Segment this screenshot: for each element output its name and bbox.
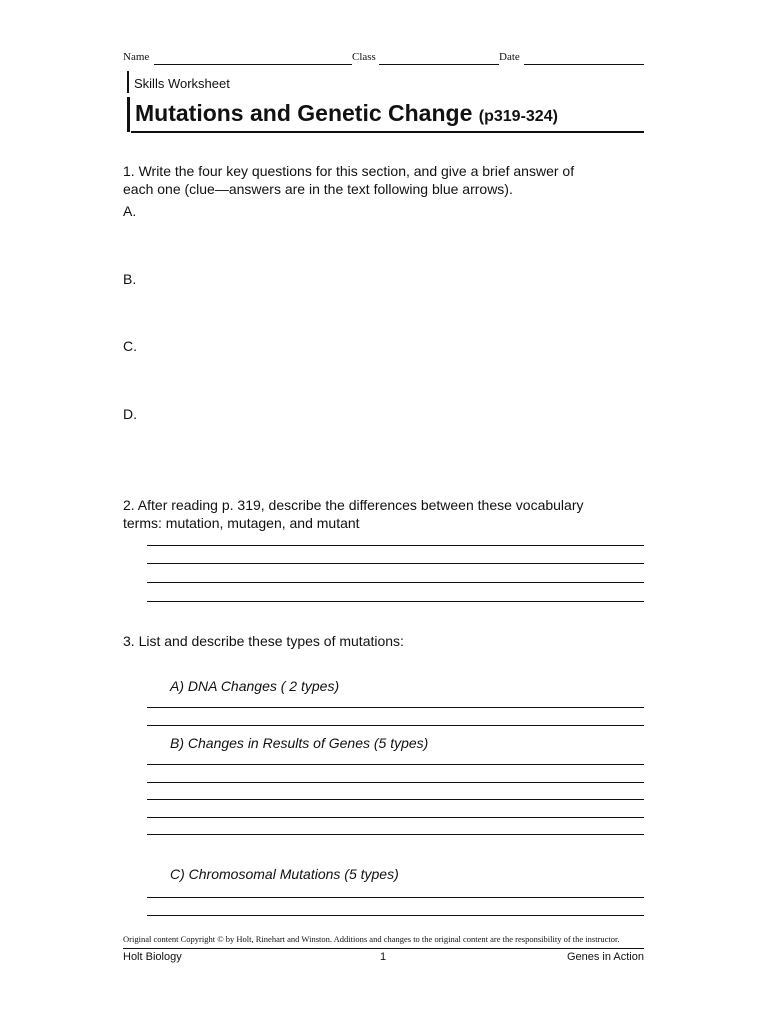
answer-line[interactable] <box>147 601 644 602</box>
answer-b-label: B. <box>123 271 137 287</box>
answer-line[interactable] <box>147 799 644 800</box>
name-label: Name <box>123 51 150 63</box>
date-field[interactable] <box>524 64 644 65</box>
answer-line[interactable] <box>147 817 644 818</box>
title-rule <box>131 131 644 133</box>
footer-page-number: 1 <box>380 951 387 963</box>
page-title <box>135 100 558 127</box>
answer-c-label: C. <box>123 338 137 354</box>
answer-line[interactable] <box>147 782 644 783</box>
footer-chapter: Genes in Action <box>566 951 644 963</box>
answer-line[interactable] <box>147 725 644 726</box>
part-c-label: C) Chromosomal Mutations (5 types) <box>170 866 399 882</box>
section-type-bar <box>127 71 129 93</box>
answer-line[interactable] <box>147 915 644 916</box>
footer-rule <box>123 948 644 949</box>
answer-line[interactable] <box>147 582 644 583</box>
answer-line[interactable] <box>147 834 644 835</box>
answer-line[interactable] <box>147 764 644 765</box>
answer-line[interactable] <box>147 707 644 708</box>
question-3-text: 3. List and describe these types of mutations: <box>123 633 404 649</box>
answer-line[interactable] <box>147 897 644 898</box>
question-1-line-1: 1. Write the four key questions for this section, and give a brief answer of <box>123 163 575 179</box>
question-1-line-2: each one (clue—answers are in the text following blue arrows). <box>123 181 513 197</box>
section-type-label: Skills Worksheet <box>134 76 230 91</box>
footer-book: Holt Biology <box>123 951 182 963</box>
part-b-label: B) Changes in Results of Genes (5 types) <box>170 735 429 751</box>
answer-d-label: D. <box>123 406 137 422</box>
title-bar <box>127 97 130 132</box>
question-2-line-2: terms: mutation, mutagen, and mutant <box>123 515 360 531</box>
class-label: Class <box>352 51 376 63</box>
class-field[interactable] <box>379 64 499 65</box>
copyright-notice: Original content Copyright © by Holt, Rinehart and Winston. Additions and changes to the original content are the responsibility of the instructor. <box>123 934 620 944</box>
part-a-label: A) DNA Changes ( 2 types) <box>170 678 340 694</box>
question-2-line-1: 2. After reading p. 319, describe the differences between these vocabulary <box>123 497 584 513</box>
answer-a-label: A. <box>123 203 137 219</box>
student-info-row <box>123 51 644 67</box>
answer-line[interactable] <box>147 545 644 546</box>
name-field[interactable] <box>154 64 352 65</box>
date-label: Date <box>499 51 520 63</box>
answer-line[interactable] <box>147 563 644 564</box>
title-text: Mutations and Genetic Change <box>135 100 473 126</box>
title-pages: (p319-324) <box>478 108 558 125</box>
